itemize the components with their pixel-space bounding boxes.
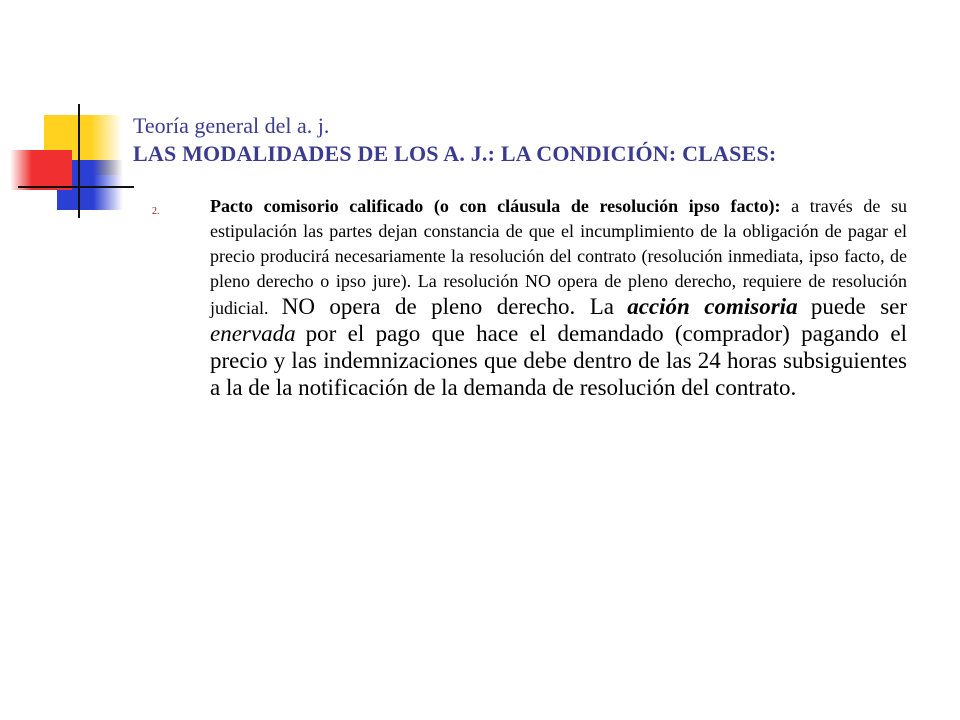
item-text-large-2: puede ser [810,294,908,319]
item-text-italic: enervada [210,321,296,346]
title-line-1: Teoría general del a. j. [133,113,330,138]
item-text-large-1: NO opera de pleno derecho. La [281,294,614,319]
item-heading: Pacto comisorio calificado (o con cláusula de resolución ipso facto): [210,196,781,216]
slide-title [133,112,933,167]
item-text-bold-italic: acción comisoria [627,294,798,319]
title-line-2: LAS MODALIDADES DE LOS A. J.: LA CONDICIÓN: CLASES: [133,140,777,166]
list-item [152,194,907,402]
red-square [10,150,72,190]
item-text-small: a través de su estipulación las partes dejan constancia de que el incumplimiento de la obligación de pagar el precio producirá necesariamente la resolución del contrato (resolución inmediata, ipso facto, de pleno derecho o ipso jure). La resolución NO opera de pleno derecho, requiere de resolución judicial. [210,196,908,318]
item-text-large-3: por el pago que hace el demandado (comprador) pagando el precio y las indemnizaciones que debe dentro de las 24 horas subsiguientes a la de la notificación de la demanda de resolución del contrato. [210,321,908,400]
item-paragraph-small [210,194,907,402]
list-item-number: 2. [152,206,160,217]
slide-body [152,194,907,402]
